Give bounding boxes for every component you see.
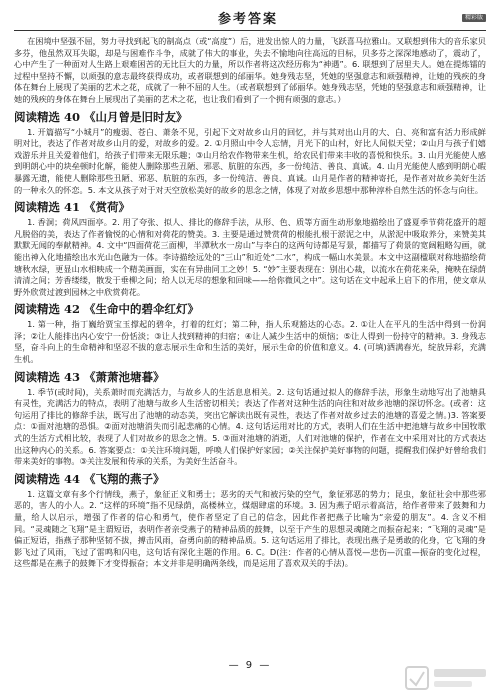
header-title: 参考答案 [218,12,279,27]
section-42 [14,301,486,365]
section-answer: 1. 开篇描写“小城月”的瘦弱、苍白、萧条不见，引起下文对故乡山月的回忆，并与其对出山月的大、白、亮和富有活力形成鲜明对比，表达了作者对故乡山月的爱，对故乡的爱。2. ①月照山中令人忘情，月光下的山村，好比人间似天堂；②山月与孩子们嬉戏游乐并且关爱着他们，给孩子们带来无限乐趣；③山月给农作物带来生机，给农民们带来丰收的喜悦和快乐。3. 山月光能使人感到明朗心中的块垒顿时化解，能使人删除那些丑陋、邪恶、肮脏的东西，多一份纯洁、善良、真诚。4. 山月光能使人感到明朗心暇暴露无遗，能使人删除那些丑陋、邪恶、肮脏的东西，多一份纯洁、善良、真诚。山月是作者的精神寄托，是作者对故乡美好生活的一种永久的怀恋。5. 本文从孩子对于对天空放松美好的故乡的思念之情，体现了对故乡思想中那种淳朴自然生活的怀念与向往。 [14,126,486,195]
page-number: — 9 — [228,660,272,671]
content-body [14,36,486,570]
section-title: 阅读精选 41 《赏荷》 [14,200,131,215]
watermark-logo-icon [404,663,492,693]
section-title: 阅读精选 40 《山月曾是旧时友》 [14,109,188,124]
section-43 [14,369,486,468]
section-answer: 1. 香洞；荷风四面亭。2. 用了夸张、拟人、排比的修辞手法，从形、色、质等方面生动形象地描绘出了盛夏季节荷花盛开的超凡脱俗的美，表达了作者愉悦的心情和对荷花的赞美。3. 主要是通过赞赏荷的根能扎根于淤泥之中，从淤泥中吸取养分，来赞美其默默无闻的奉献精神。4. 文中“四面荷花三面柳，半潭秋水一房山”与李白的这两句诗都是写景，都描写了荷景的宽阔粗略勾画，就能出神入化地描绘出水光山色融为一体。李诗描绘远处的“三山”和近处“二水”，构成一幅山水美景。本文中这副楹联对称地描绘荷塘秋水绿，更显山水相映成一个精美画面，实在有异曲同工之妙！5. “妙”主要表现在：别出心裁，以流水在荷花来朵，掩映在绿荫清清之间；芳香缕缕，散发于垂柳之间；给人以无尽的想象和回味——给你微风之中”。这句话在文中起承上启下的作用，使文章从野外欣赏过渡到园林之中欣赏荷花。 [14,217,486,297]
section-40 [14,109,486,197]
section-answer: 1. 第一种，指丁巍给贾宝玉撑起的碧伞，打着的红灯；第二种，指人乐观豁达的心态。2. ①让人在平凡的生活中得到一份润泽；②让人能排出内心安宁一份恬淡；③让人找到精神的归宿；④让人减少生活中的烦恼；⑤让人得到一份持守的精神。3. 身残志坚，奋斗向上的生命精神和坚忍不拔的意志展示生命和生活的美好，展示生命的价值和意义。4. (可填)洒满春光，绽放异彩，充满生机。 [14,319,486,365]
header-badge: 精彩版 [462,14,486,22]
header-rule [14,30,486,31]
section-answer: 1. 这篇文章有多个行情线，燕子，象征正义和勇士；恶劣的天气和被污染的空气，象征邪恶的势力；昆虫，象征社会中那些邪恶的，害人的小人。2. “这样的环境”指不见绿荫，高楼林立，煤烟肆虐的环境。3. 因为燕子昭示着高洁，给作者带来了鼓舞和力量，给人以启示，增强了作者的信心和勇气，使作者坚定了自己的信念，因此作者把燕子比喻为“亲爱的朋友”。4. 含义不相同。“灵魂随之飞翔”是主谓短语，表明作者亲受燕子的精神品质的鼓舞，以至于产生的思想灵魂随之而振奋起来；“飞翔的灵魂”是偏正短语，指燕子那种坚韧不拔，搏击风雨，奋勇向前的精神品质。5. 这句话运用了排比，表现出燕子是勇敢的化身，它飞翔的身影飞过了风雨，飞过了雷鸣和闪电，这句话有深化主题的作用。6. C。D(注：作者的心情从喜悦—悲伤—沉重—振奋的变化过程，这些都是在燕子的鼓舞下才变得振奋；本文并非是明确两条线，而是运用了喜欢双关的手法)。 [14,488,486,569]
intro-paragraph: 在困境中坚强不屈，努力寻找到起飞的制高点（或“高度”）后，进发出惊人的力量，飞跃喜马拉雅山。又联想到伟大的音乐家贝多芬，他虽然双耳失聪，却是与困难作斗争，成就了伟大的事业，失去不愉地向往高远的目标，贝多芬之深深地感动了，震动了，心中产生了一种面对人生路上艰难困苦的无比巨大的力量，所以作者将这次经历称为“神遇”。6. 联想到了居里夫人。她在提炼镭的过程中坚持不懈，以顽强的意志最终获得成功，或者联想到的邰丽华。她身残志坚，凭她的坚强意志和顽强精神，让她的残疾的身体在舞台上展现了美丽的艺术之花，成就了一种不屈的人生。（或者联想到了邰丽华。她身残志坚，凭她的坚强意志和顽强精神，让她的残疾的身体在舞台上展现出了美丽的艺术之花，也让我们看到了一个拥有顽强的意志。） [14,36,486,104]
section-44 [14,471,486,570]
section-title: 阅读精选 42 《生命中的碧伞红灯》 [14,302,200,317]
section-answer: 1. 季节(或时间)，关系萧时而充满活力，与故乡人的生活息息相关。2. 这句话通过拟人的修辞手法，形象生动地写出了池塘具有灵性，充满活力的特点，表明了池塘与故乡人生活密切相关；表达了作者对这种生活的向往和对故乡池塘的深切怀念。(或者：这句运用了排比的修辞手法，既写出了池塘的动态美，突出它解读出既有灵性，表达了作者对故乡过去的池塘的喜爱之情。)3. 答案要点：①面对池塘的恐惧。②面对池塘消失而引起悲痛的心情。4. 这句话运用对比的方式，表明人们在生活中把池塘与故乡中国牧歌式的生活方式相比较，表现了人们对故乡的思念之情。5. ③面对池塘的消逝，人们对池塘的保护，作者在文中采用对比的方式表达出这种内心的关系。6. 答案要点：①关注环境问题，呼唤人们保护好家园；②关注保护美好事物的问题，提醒我们保护好曾给我们带来美好的事物。③关注发展和传承的关系，为美好生活奋斗。 [14,386,486,467]
section-title: 阅读精选 43 《萧萧池塘暮》 [14,369,165,384]
section-41 [14,199,486,298]
section-title: 阅读精选 44 《飞翔的燕子》 [14,471,165,486]
